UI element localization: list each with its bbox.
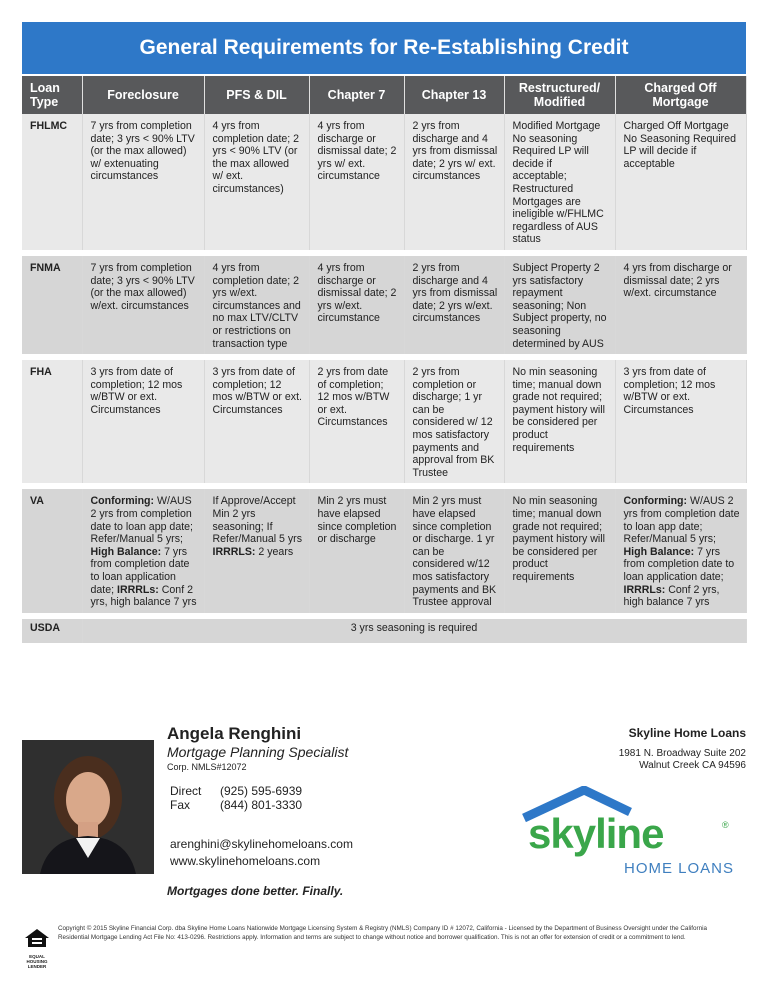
- table-cell: Min 2 yrs must have elapsed since completion or discharge: [309, 489, 404, 612]
- table-row: [22, 114, 746, 250]
- equal-housing-label: EQUAL HOUSING LENDER: [26, 954, 48, 969]
- table-cell: 3 yrs from date of completion; 12 mos w/BTW or ext. Circumstances: [204, 360, 309, 483]
- usda-requirement: 3 yrs seasoning is required: [82, 619, 746, 643]
- agent-nmls: Corp. NMLS#12072: [167, 762, 247, 772]
- table-header-row: [22, 76, 746, 114]
- table-cell: 4 yrs from completion date; 2 yrs w/ext. circumstances and no max LTV/CLTV or restrictions on transaction type: [204, 256, 309, 354]
- equal-housing-icon: [22, 927, 52, 969]
- company-name: Skyline Home Loans: [628, 726, 746, 740]
- table-cell: If Approve/Accept Min 2 yrs seasoning; If Refer/Manual 5 yrs IRRRLS: 2 years: [204, 489, 309, 612]
- loan-type-cell: VA: [22, 489, 82, 612]
- logo-subtitle: HOME LOANS: [624, 860, 735, 877]
- email-link[interactable]: arenghini@skylinehomeloans.com: [170, 837, 353, 851]
- table-cell: Charged Off Mortgage No Seasoning Required LP will decide if acceptable: [615, 114, 746, 250]
- table-cell: 4 yrs from discharge or dismissal date; 2 yrs w/ ext. circumstance: [309, 114, 404, 250]
- header-chapter-13: Chapter 13: [404, 76, 504, 114]
- agent-photo: [22, 740, 154, 874]
- header-chapter-7: Chapter 7: [309, 76, 404, 114]
- address-line-1: 1981 N. Broadway Suite 202: [618, 748, 746, 759]
- table-cell: 4 yrs from completion date; 2 yrs < 90% LTV (or the max allowed w/ ext. circumstances): [204, 114, 309, 250]
- table-cell: 2 yrs from date of completion; 12 mos w/BTW or ext. Circumstances: [309, 360, 404, 483]
- header-foreclosure: Foreclosure: [82, 76, 204, 114]
- skyline-logo: [518, 786, 748, 881]
- table-cell: 3 yrs from date of completion; 12 mos w/BTW or ext. Circumstances: [82, 360, 204, 483]
- registered-mark: ®: [722, 820, 729, 830]
- table-cell: Min 2 yrs must have elapsed since completion or discharge. 1 yr can be considered w/12 mos satisfactory payments and BK Trustee approval: [404, 489, 504, 612]
- table-cell: 2 yrs from completion or discharge; 1 yr can be considered w/ 12 mos satisfactory payments and approval from BK Trustee: [404, 360, 504, 483]
- header-pfs-dil: PFS & DIL: [204, 76, 309, 114]
- fax-number: (844) 801-3330: [220, 798, 303, 812]
- table-row: [22, 489, 746, 612]
- company-address: [619, 748, 746, 772]
- table-cell: 4 yrs from discharge or dismissal date; 2 yrs w/ext. circumstance: [309, 256, 404, 354]
- legal-disclaimer: Copyright © 2015 Skyline Financial Corp. dba Skyline Home Loans Nationwide Mortgage Licensing System & Registry (NMLS) Company ID # 12072, California - Licensed by the Department of Business Oversight under the California Residential Mortgage Lending Act File No: 413-0296. Restrictions apply. Information and terms are subject to change without notice and borrower qualification. This is not an offer for extension of credit or a commitment to lend.: [58, 925, 707, 941]
- table-cell: 7 yrs from completion date; 3 yrs < 90% LTV (or the max allowed) w/ extenuating circumstances: [82, 114, 204, 250]
- table-cell: 4 yrs from discharge or dismissal date; 2 yrs w/ext. circumstance: [615, 256, 746, 354]
- tagline: Mortgages done better. Finally.: [167, 884, 344, 898]
- fax-label: Fax: [170, 798, 191, 812]
- table-cell: No min seasoning time; manual down grade not required; payment history will be considered per product requirements: [504, 360, 615, 483]
- direct-label: Direct: [170, 784, 202, 798]
- loan-type-cell: USDA: [22, 619, 82, 643]
- header-restructured: Restructured/ Modified: [504, 76, 615, 114]
- loan-type-cell: FHA: [22, 360, 82, 483]
- requirements-table: [22, 76, 747, 643]
- table-cell: Modified Mortgage No seasoning Required LP will decide if acceptable; Restructured Mortgages are ineligible w/FHLMC regardless of AUS status: [504, 114, 615, 250]
- table-row: [22, 256, 746, 354]
- agent-name: Angela Renghini: [167, 724, 302, 743]
- logo-word: skyline: [528, 810, 664, 857]
- table-cell: Conforming: W/AUS 2 yrs from completion date to loan app date; Refer/Manual 5 yrs; High Balance: 7 yrs from completion date to loan application date; IRRRLs: Conf 2 yrs, high balance 7 yrs: [82, 489, 204, 612]
- table-cell: 2 yrs from discharge and 4 yrs from dismissal date; 2 yrs w/ ext. circumstances: [404, 114, 504, 250]
- loan-type-cell: FNMA: [22, 256, 82, 354]
- direct-phone[interactable]: (925) 595-6939: [220, 784, 303, 798]
- contact-block: [170, 836, 353, 870]
- table-cell: 2 yrs from discharge and 4 yrs from dismissal date; 2 yrs w/ext. circumstances: [404, 256, 504, 354]
- header-charged-off: Charged Off Mortgage: [615, 76, 746, 114]
- loan-type-cell: FHLMC: [22, 114, 82, 250]
- table-cell: Conforming: W/AUS 2 yrs from completion date to loan app date; Refer/Manual 5 yrs; High Balance: 7 yrs from completion date to loan application date; IRRRLs: Conf 2 yrs, high balance 7 yrs: [615, 489, 746, 612]
- table-cell: No min seasoning time; manual down grade not required; payment history will be considered per product requirements: [504, 489, 615, 612]
- table-cell: 3 yrs from date of completion; 12 mos w/BTW or ext. Circumstances: [615, 360, 746, 483]
- agent-role: Mortgage Planning Specialist: [167, 744, 349, 760]
- header-loan-type: Loan Type: [22, 76, 82, 114]
- website-link[interactable]: www.skylinehomeloans.com: [170, 854, 321, 868]
- table-cell: Subject Property 2 yrs satisfactory repayment seasoning; Non Subject property, no seasoning determined by AUS: [504, 256, 615, 354]
- page-title: General Requirements for Re-Establishing Credit: [22, 22, 746, 74]
- table-row: [22, 360, 746, 483]
- address-line-2: Walnut Creek CA 94596: [639, 760, 746, 771]
- usda-row: [22, 619, 746, 643]
- table-cell: 7 yrs from completion date; 3 yrs < 90% LTV (or the max allowed) w/ext. circumstances: [82, 256, 204, 354]
- phone-block: [170, 784, 302, 812]
